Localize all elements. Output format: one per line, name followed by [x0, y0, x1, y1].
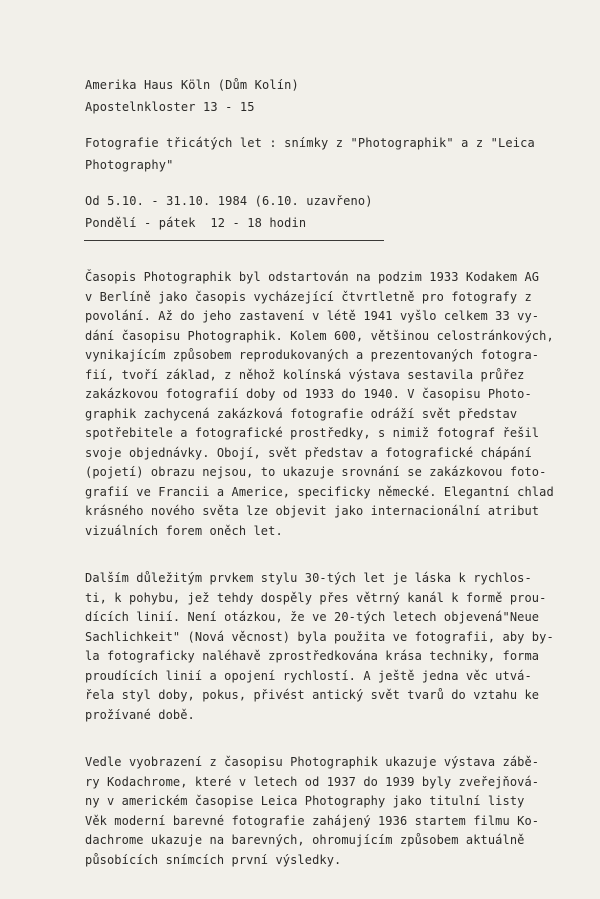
- paragraph-line: proudících linií a opojení rychlostí. A ještě jedna věc utvá-: [85, 668, 532, 683]
- opening-hours: Pondělí - pátek 12 - 18 hodin: [85, 216, 307, 230]
- paragraph-line: Dalším důležitým prvkem stylu 30-tých let je láska k rychlos-: [85, 571, 532, 585]
- paragraph-line: vynikajícím způsobem reprodukovaných a prezentovaných fotogra-: [85, 348, 540, 362]
- document-header: [85, 74, 535, 234]
- paragraph-line: la fotograficky naléhavě zprostředkována krása techniky, forma: [85, 649, 540, 663]
- exhibition-title-line: Fotografie třicátých let : snímky z "Photographik" a z "Leica: [85, 136, 535, 150]
- paragraph-line: svoje objednávky. Obojí, svět představ a fotografické chápání: [85, 445, 532, 460]
- paragraph-line: grafií ve Francii a Americe, specificky německé. Elegantní chlad: [85, 484, 554, 499]
- paragraph-line: dících linií. Není otázkou, že ve 20-tých letech objevená"Neue: [85, 610, 540, 624]
- header-divider: [84, 240, 384, 241]
- paragraph: [85, 753, 575, 870]
- paragraph-line: dachrome ukazuje na barevných, ohromujícím způsobem aktuálně: [85, 833, 525, 847]
- paragraph-line: ry Kodachrome, které v letech od 1937 do 1939 byly zveřejňová-: [85, 774, 540, 789]
- paragraph-line: prožívané době.: [85, 707, 195, 722]
- paragraph-line: vizuálních forem oněch let.: [85, 523, 283, 538]
- paragraph-line: řela styl doby, pokus, přivést antický svět tvarů do vztahu ke: [85, 688, 540, 702]
- paragraph-line: ny v americkém časopise Leica Photography jako titulní listy: [85, 794, 525, 808]
- paragraph-line: dání časopisu Photographik. Kolem 600, většinou celostránkových,: [85, 328, 554, 343]
- paragraph-line: zakázkovou fotografií doby od 1933 do 1940. V časopisu Photo-: [85, 387, 532, 401]
- paragraph-line: graphik zachycená zakázková fotografie odráží svět představ: [85, 406, 518, 421]
- paragraph: [85, 569, 575, 725]
- paragraph: [85, 268, 575, 541]
- paragraph-line: působících snímcích první výsledky.: [85, 852, 342, 867]
- paragraph-line: spotřebitele a fotografické prostředky, s nimiž fotograf řešil: [85, 426, 540, 440]
- paragraph-line: fií, tvoří základ, z něhož kolínská výstava sestavila průřez: [85, 367, 525, 382]
- paragraph-line: ti, k pohybu, jež tehdy dospěly přes větrný kanál k formě prou-: [85, 590, 547, 605]
- paragraph-line: povolání. Až do jeho zastavení v létě 1941 vyšlo celkem 33 vy-: [85, 309, 540, 323]
- paragraph-line: krásného nového světa lze objevit jako internacionální atribut: [85, 504, 540, 518]
- paragraph-line: Vedle vyobrazení z časopisu Photographik ukazuje výstava zábě-: [85, 755, 540, 769]
- document-body: [85, 268, 575, 898]
- institution-address: Apostelnkloster 13 - 15: [85, 100, 255, 114]
- paragraph-line: v Berlíně jako časopis vycházející čtvrtletně pro fotografy z: [85, 289, 532, 304]
- paragraph-line: (pojetí) obrazu nejsou, to ukazuje srovnání se zakázkovou foto-: [85, 465, 547, 479]
- paragraph-line: Sachlichkeit" (Nová věcnost) byla použita ve fotografii, aby by-: [85, 629, 554, 644]
- exhibition-title-line: Photography": [85, 158, 174, 172]
- institution-name: Amerika Haus Köln (Dům Kolín): [85, 78, 299, 92]
- paragraph-line: Časopis Photographik byl odstartován na podzim 1933 Kodakem AG: [85, 270, 540, 284]
- paragraph-line: Věk moderní barevné fotografie zahájený 1936 startem filmu Ko-: [85, 813, 540, 828]
- exhibition-dates: Od 5.10. - 31.10. 1984 (6.10. uzavřeno): [85, 194, 373, 208]
